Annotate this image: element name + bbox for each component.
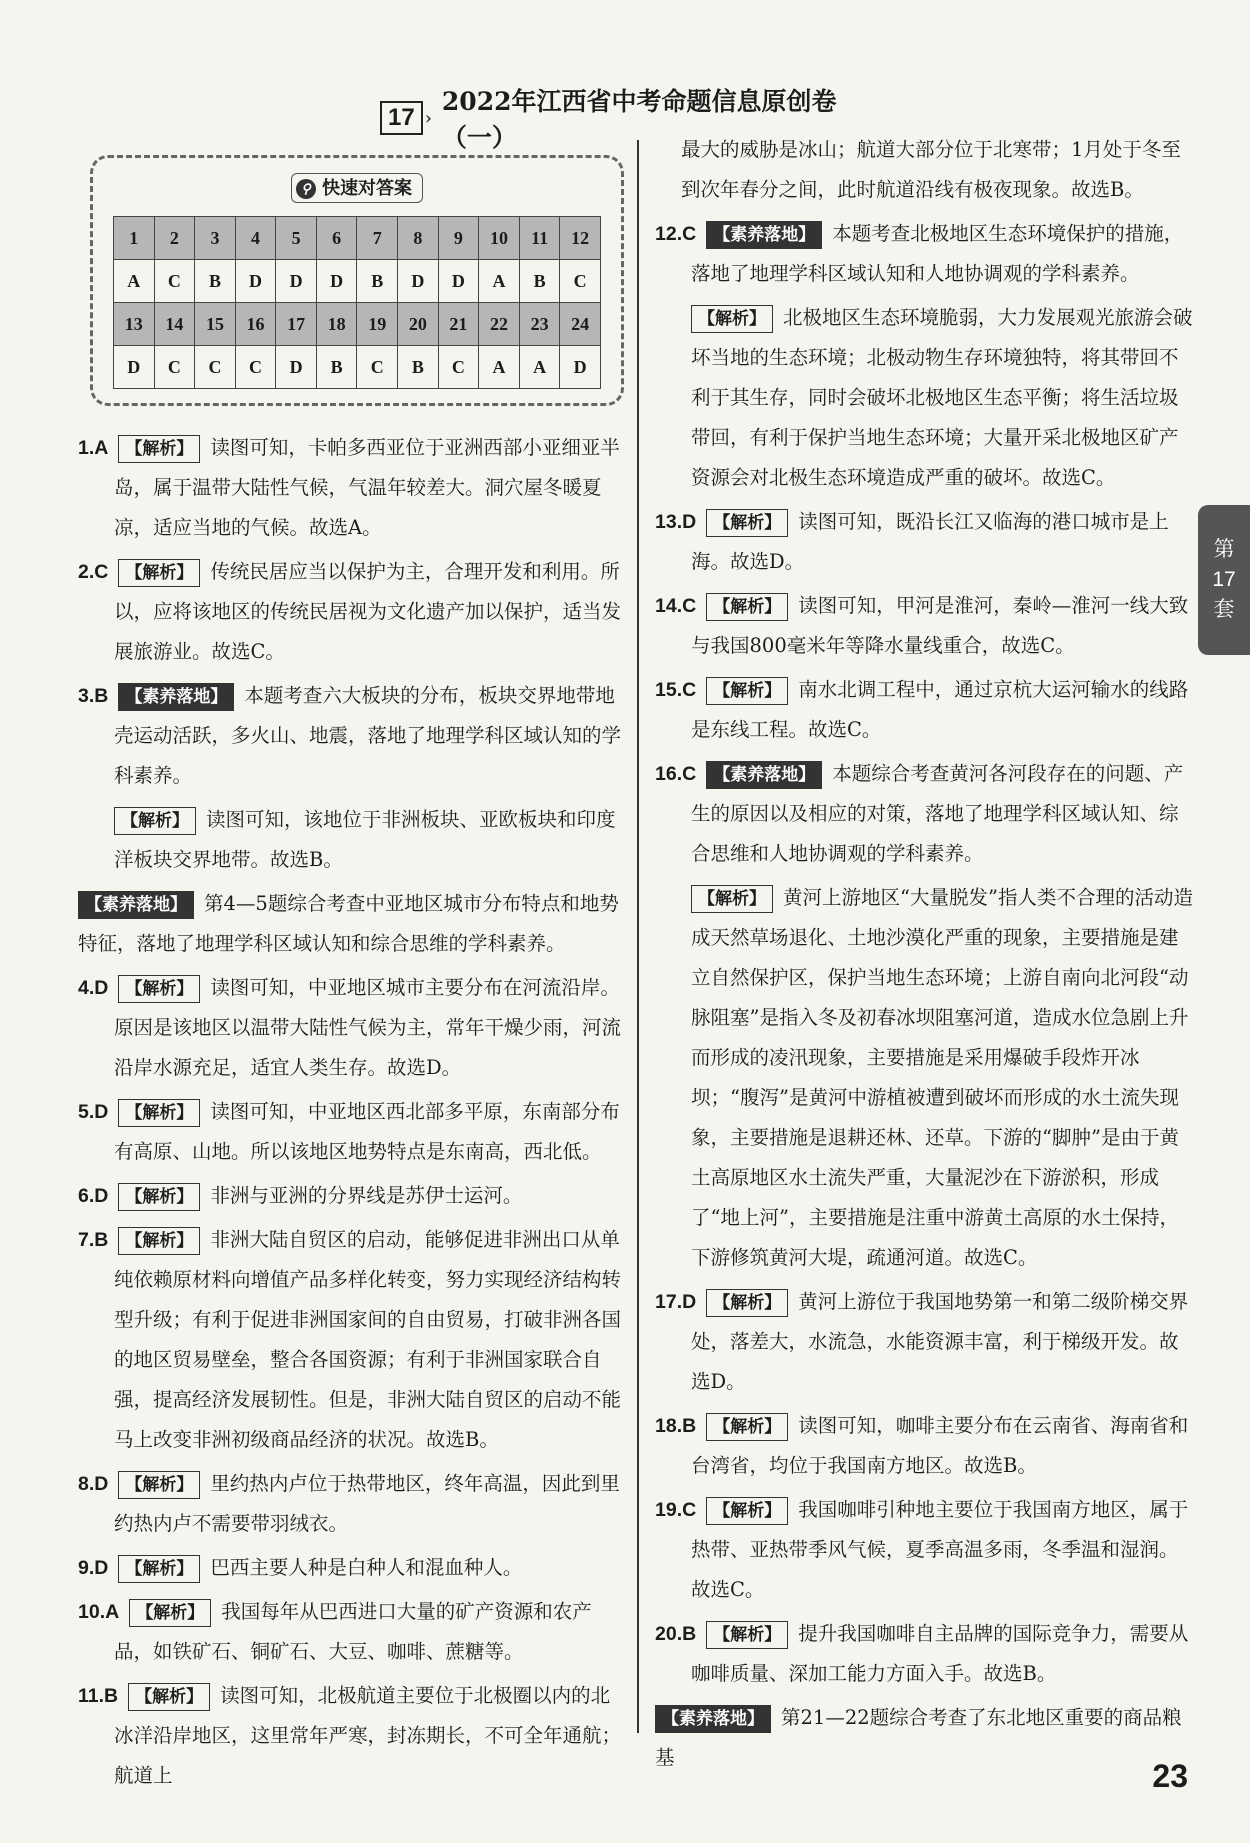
jiexi-tag: 【解析】: [706, 1621, 788, 1649]
answer-row-answers-2: [114, 346, 601, 389]
list-item: [655, 1490, 1195, 1610]
list-item: 16.C 【素养落地】 本题综合考查黄河各河段存在的问题、产生的原因以及相应的对策，落地了地理学科区域认知、综合思维和人地协调观的学科素养。: [655, 762, 1184, 865]
list-item: [78, 1592, 626, 1672]
answer-cell: B: [316, 346, 357, 389]
suyang-tag: 【素养落地】: [78, 891, 194, 919]
answer-cell: D: [276, 346, 317, 389]
answer-cell: D: [438, 260, 479, 303]
item-text: 读图可知，甲河是淮河，秦岭—淮河一线大致与我国800毫米年等降水量线重合，故选C。: [691, 594, 1189, 657]
answer-cell: D: [560, 346, 601, 389]
left-column: [78, 135, 626, 1800]
set-side-tab: 第 17 套: [1198, 505, 1250, 655]
item-text: 提升我国咖啡自主品牌的国际竞争力，需要从咖啡质量、深加工能力方面入手。故选B。: [691, 1622, 1189, 1685]
answer-cell: 13: [114, 303, 155, 346]
item-text: 读图可知，中亚地区城市主要分布在河流沿岸。原因是该地区以温带大陆性气候为主，常年干燥少雨，河流沿岸水源充足，适宜人类生存。故选D。: [114, 976, 622, 1079]
answer-cell: D: [398, 260, 439, 303]
answer-cell: A: [114, 260, 155, 303]
item-number: 10.A: [78, 1601, 120, 1623]
answer-cell: 15: [195, 303, 236, 346]
answer-cell: C: [195, 346, 236, 389]
jiexi-tag: 【解析】: [114, 807, 196, 835]
jiexi-tag: 【解析】: [706, 593, 788, 621]
answer-cell: 8: [398, 217, 439, 260]
item-number: 2.C: [78, 561, 109, 583]
list-item: 3.B 【素养落地】 本题考查六大板块的分布，板块交界地带地壳运动活跃，多火山、地震，落地了地理学科区域认知的学科素养。: [78, 684, 622, 787]
item-number: 9.D: [78, 1557, 109, 1579]
title-text: 2022年江西省中考命题信息原创卷（一）: [441, 87, 837, 152]
answer-cell: C: [560, 260, 601, 303]
item-number: 15.C: [655, 679, 697, 701]
answer-cell: C: [235, 346, 276, 389]
answer-box: [90, 155, 624, 406]
answer-cell: 9: [438, 217, 479, 260]
list-item: [78, 968, 626, 1088]
jiexi-tag: 【解析】: [118, 1471, 200, 1499]
suyang-tag: 【素养落地】: [706, 221, 822, 249]
item-text: 读图可知，北极航道主要位于北极圈以内的北冰洋沿岸地区，这里常年严寒，封冻期长，不可全年通航；航道上: [114, 1684, 622, 1787]
search-icon: ⚲: [296, 179, 316, 199]
column-divider: [637, 140, 639, 1733]
jiexi-tag: 【解析】: [118, 1099, 200, 1127]
item-text: 里约热内卢位于热带地区，终年高温，因此到里约热内卢不需要带羽绒衣。: [114, 1472, 620, 1535]
item-number: 20.B: [655, 1623, 697, 1645]
item-text: 读图可知，卡帕多西亚位于亚洲西部小亚细亚半岛，属于温带大陆性气候，气温年较差大。洞穴屋冬暖夏凉，适应当地的气候。故选A。: [114, 436, 620, 539]
jiexi-tag: 【解析】: [706, 509, 788, 537]
jiexi-tag: 【解析】: [706, 1413, 788, 1441]
jiexi-tag: 【解析】: [691, 305, 773, 333]
answer-cell: B: [398, 346, 439, 389]
item-text: 我国咖啡引种地主要位于我国南方地区，属于热带、亚热带季风气候，夏季高温多雨，冬季温和湿润。故选C。: [691, 1498, 1189, 1601]
answer-row-numbers-1: [114, 217, 601, 260]
list-item: 12.C 【素养落地】 本题考查北极地区生态环境保护的措施，落地了地理学科区域认知和人地协调观的学科素养。: [655, 222, 1184, 285]
answer-box-title: ⚲ 快速对答案: [291, 173, 423, 203]
jiexi-tag: 【解析】: [118, 975, 200, 1003]
answer-cell: 1: [114, 217, 155, 260]
item-number: 17.D: [655, 1291, 697, 1313]
answer-cell: 23: [519, 303, 560, 346]
item-number: 1.A: [78, 437, 109, 459]
answer-cell: A: [479, 346, 520, 389]
jiexi-tag: 【解析】: [128, 1683, 210, 1711]
answer-cell: 22: [479, 303, 520, 346]
item-number: 18.B: [655, 1415, 697, 1437]
answer-row-numbers-2: [114, 303, 601, 346]
answer-cell: 20: [398, 303, 439, 346]
jiexi-paragraph: 【解析】 黄河上游地区“大量脱发”指人类不合理的活动造成天然草场退化、土地沙漠化严重的现象，主要措施是建立自然保护区，保护当地生态环境；上游自南向北河段“动脉阻塞”是指入冬及初春冰坝阻塞河道，造成水位急剧上升而形成的凌汛现象，主要措施是采用爆破手段炸开冰坝；“腹泻”是黄河中游植被遭到破坏而形成的水土流失现象，主要措施是退耕还林、还草。下游的“脚肿”是由于黄土高原地区水土流失严重，大量泥沙在下游淤积，形成了“地上河”，主要措施是注重中游黄土高原的水土保持，下游修筑黄河大堤，疏通河道。故选C。: [691, 886, 1193, 1269]
item-text: 我国每年从巴西进口大量的矿产资源和农产品，如铁矿石、铜矿石、大豆、咖啡、蔗糖等。: [114, 1600, 592, 1663]
answer-cell: 18: [316, 303, 357, 346]
item-text: 南水北调工程中，通过京杭大运河输水的线路是东线工程。故选C。: [691, 678, 1189, 741]
answer-cell: 7: [357, 217, 398, 260]
list-item: [78, 1464, 626, 1544]
answer-cell: 17: [276, 303, 317, 346]
list-item: [78, 1676, 626, 1796]
answer-cell: A: [519, 346, 560, 389]
item-text: 非洲大陆自贸区的启动，能够促进非洲出口从单纯依赖原材料向增值产品多样化转变，努力实现经济结构转型升级；有利于促进非洲国家间的自由贸易，打破非洲各国的地区贸易壁垒，整合各国资源；有利于非洲国家联合自强，提高经济发展韧性。但是，非洲大陆自贸区的启动不能马上改变非洲初级商品经济的状况。故选B。: [114, 1228, 622, 1451]
item-number: 11.B: [78, 1685, 119, 1707]
answer-cell: C: [438, 346, 479, 389]
item-text: 传统民居应当以保护为主，合理开发和利用。所以，应将该地区的传统民居视为文化遗产加以保护，适当发展旅游业。故选C。: [114, 560, 622, 663]
answer-cell: 16: [235, 303, 276, 346]
answer-table: [113, 216, 601, 389]
list-item: [655, 1614, 1195, 1694]
item-text: 黄河上游位于我国地势第一和第二级阶梯交界处，落差大，水流急，水能资源丰富，利于梯级开发。故选D。: [691, 1290, 1189, 1393]
set-number-badge: 17: [380, 101, 423, 135]
answer-cell: 5: [276, 217, 317, 260]
right-column: [655, 130, 1195, 1782]
answer-cell: 4: [235, 217, 276, 260]
answer-cell: 12: [560, 217, 601, 260]
list-item: [655, 1282, 1195, 1402]
jiexi-tag: 【解析】: [129, 1599, 211, 1627]
suyang-tag: 【素养落地】: [118, 683, 234, 711]
list-item: [78, 1092, 626, 1172]
answer-cell: B: [519, 260, 560, 303]
answer-cell: B: [195, 260, 236, 303]
answer-cell: 2: [154, 217, 195, 260]
jiexi-tag: 【解析】: [118, 1183, 200, 1211]
page-number: 23: [1152, 1758, 1188, 1794]
jiexi-tag: 【解析】: [118, 1227, 200, 1255]
answer-cell: C: [154, 346, 195, 389]
answer-cell: 6: [316, 217, 357, 260]
list-item: [655, 670, 1195, 750]
suyang-tag: 【素养落地】: [706, 761, 822, 789]
answer-cell: 11: [519, 217, 560, 260]
jiexi-tag: 【解析】: [691, 885, 773, 913]
list-item: [78, 1220, 626, 1460]
item-number: 4.D: [78, 977, 109, 999]
answer-cell: 19: [357, 303, 398, 346]
suyang-tag: 【素养落地】: [655, 1705, 771, 1733]
answer-row-answers-1: [114, 260, 601, 303]
item-number: 8.D: [78, 1473, 109, 1495]
jiexi-paragraph: 【解析】 北极地区生态环境脆弱，大力发展观光旅游会破坏当地的生态环境；北极动物生存环境独特，将其带回不利于其生存，同时会破坏北极地区生态平衡；将生活垃圾带回，有利于保护当地生态环境；大量开采北极地区矿产资源会对北极生态环境造成严重的破坏。故选C。: [691, 306, 1193, 489]
jiexi-tag: 【解析】: [118, 435, 200, 463]
item-number: 6.D: [78, 1185, 109, 1207]
answer-cell: A: [479, 260, 520, 303]
answer-cell: D: [235, 260, 276, 303]
item-number: 14.C: [655, 595, 697, 617]
list-item: [78, 1548, 626, 1588]
answer-cell: 14: [154, 303, 195, 346]
list-item: [78, 428, 626, 548]
item-text: 非洲与亚洲的分界线是苏伊士运河。: [210, 1184, 523, 1207]
answer-cell: C: [357, 346, 398, 389]
answer-cell: 21: [438, 303, 479, 346]
item-number: 5.D: [78, 1101, 109, 1123]
answer-cell: D: [114, 346, 155, 389]
answer-cell: B: [357, 260, 398, 303]
chevron-right-icon: ›: [424, 107, 432, 129]
list-item: [655, 1406, 1195, 1486]
list-item: [78, 1176, 626, 1216]
jiexi-tag: 【解析】: [706, 1497, 788, 1525]
item-text: 读图可知，中亚地区西北部多平原，东南部分布有高原、山地。所以该地区地势特点是东南高，西北低。: [114, 1100, 620, 1163]
answer-cell: 3: [195, 217, 236, 260]
list-item: [78, 552, 626, 672]
answer-cell: C: [154, 260, 195, 303]
list-item: [655, 586, 1195, 666]
item-number: 19.C: [655, 1499, 697, 1521]
continued-text: 最大的威胁是冰山；航道大部分位于北寒带；1月处于冬至到次年春分之间，此时航道沿线有极夜现象。故选B。: [681, 138, 1181, 201]
item-number: 13.D: [655, 511, 697, 533]
jiexi-tag: 【解析】: [706, 677, 788, 705]
item-text: 读图可知，咖啡主要分布在云南省、海南省和台湾省，均位于我国南方地区。故选B。: [691, 1414, 1189, 1477]
item-text: 巴西主要人种是白种人和混血种人。: [210, 1556, 523, 1579]
item-number: 7.B: [78, 1229, 109, 1251]
answer-cell: 24: [560, 303, 601, 346]
answer-cell: D: [276, 260, 317, 303]
jiexi-tag: 【解析】: [118, 559, 200, 587]
jiexi-tag: 【解析】: [118, 1555, 200, 1583]
list-item: [655, 502, 1195, 582]
jiexi-tag: 【解析】: [706, 1289, 788, 1317]
note-paragraph: 【素养落地】 第4—5题综合考查中亚地区城市分布特点和地势特征，落地了地理学科区域认知和综合思维的学科素养。: [78, 892, 619, 955]
note-paragraph: 【素养落地】 第21—22题综合考查了东北地区重要的商品粮基: [655, 1706, 1182, 1769]
answer-cell: D: [316, 260, 357, 303]
item-text: 读图可知，既沿长江又临海的港口城市是上海。故选D。: [691, 510, 1169, 573]
answer-cell: 10: [479, 217, 520, 260]
jiexi-paragraph: 【解析】 读图可知，该地位于非洲板块、亚欧板块和印度洋板块交界地带。故选B。: [114, 808, 616, 871]
